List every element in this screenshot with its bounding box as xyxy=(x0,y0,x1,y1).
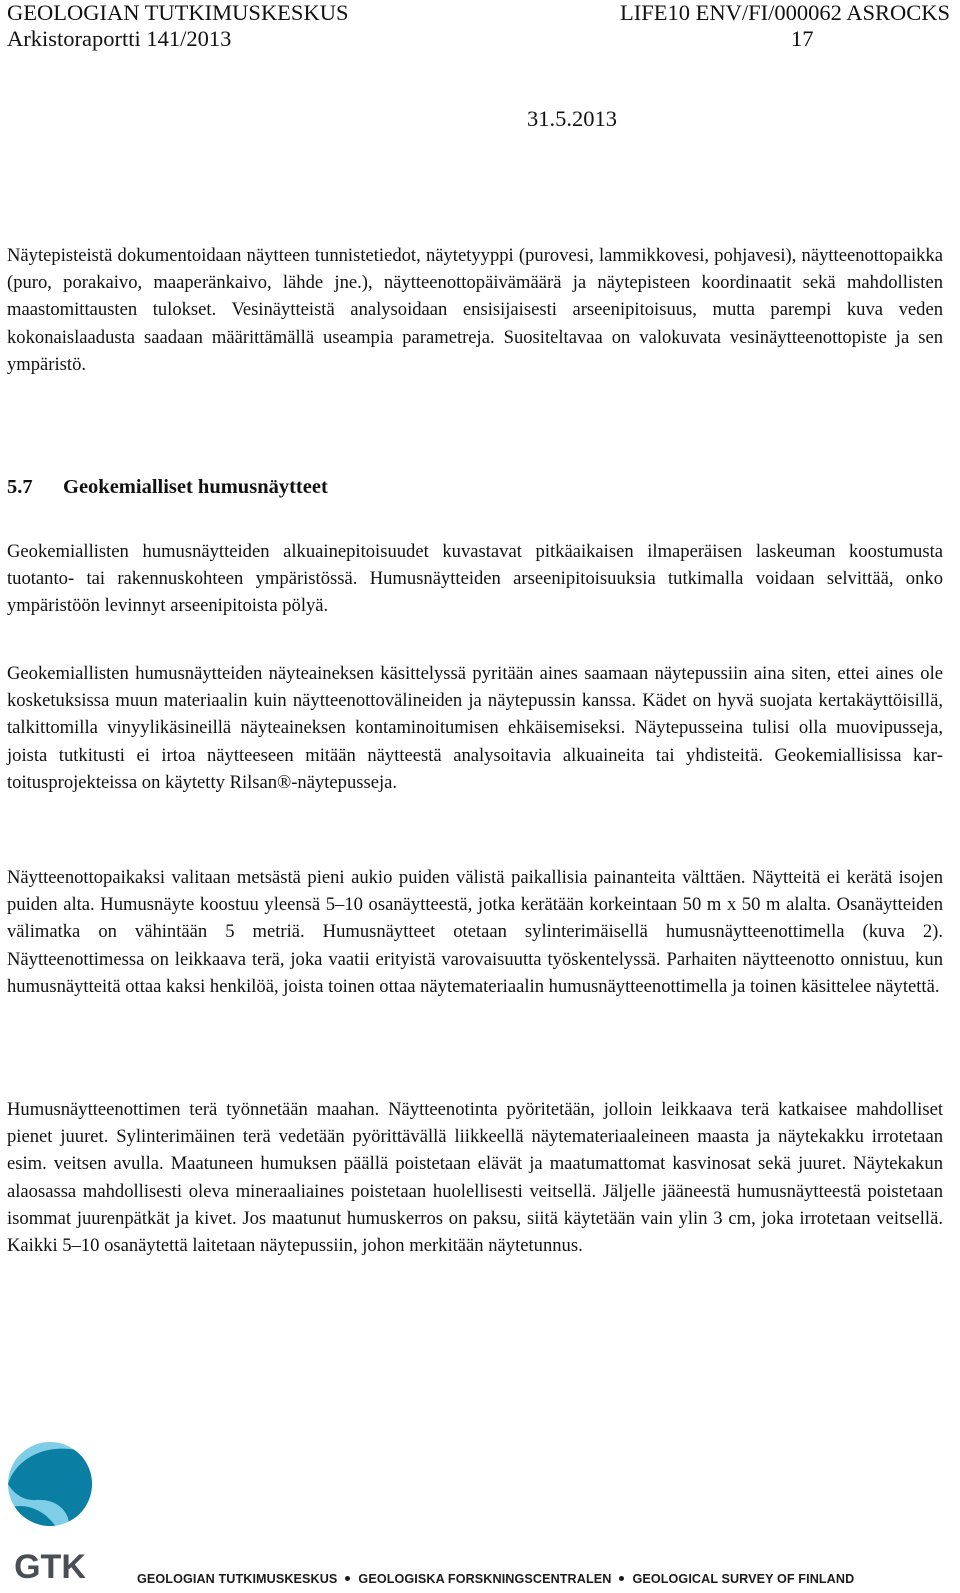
section-paragraph-3-block xyxy=(7,864,943,1000)
section-paragraph-4-block xyxy=(7,1096,943,1259)
intro-paragraph: Näytepisteistä dokumentoidaan näytteen tunnistetiedot, näytetyyppi (purovesi, lammikkovesi, pohjavesi), näytteenottopaikka (puro, porakaivo, maaperänkaivo, lähde jne.), näytteenottopäivämäärä ja näytepisteen koordinaatit sekä mahdollisten maastomittausten tulokset. Vesinäytteistä analysoidaan ensisijaisesti arseenipitoisuus, mutta parempi kuva veden kokonaislaadusta saadaan määrittämällä useampia parametreja. Suositeltavaa on valokuvata vesinäytteenottopiste ja sen ympäristö. xyxy=(7,245,943,375)
footer-org-fi: GEOLOGIAN TUTKIMUSKESKUS xyxy=(137,1572,338,1586)
bullet-icon xyxy=(619,1576,624,1581)
header-project: LIFE10 ENV/FI/000062 ASROCKS xyxy=(619,0,950,25)
header-date: 31.5.2013 xyxy=(527,106,617,131)
section-paragraph-2: Geokemiallisten humusnäytteiden näyteaineksen käsittelyssä pyritään aines saamaan näytepussiin aina siten, ettei aines ole kosketuksissa muun materiaalin kuin näytteenottovälineiden ja näytepussin kanssa. Kädet on hyvä suojata kertakäyttöisillä, talkittomilla vinyylikäsineillä näyteaineksen kontaminoitumisen ehkäisemiseksi. Näytepusseina tulisi olla muovipusseja, joista tutkitusti ei irtoa näytteeseen mitään näytteestä analysoitavia alkuaineita tai yhdisteitä. Geokemiallisissa kartoitusprojekteissa on käytetty Rilsan®-näytepusseja. xyxy=(7,663,943,793)
section-paragraph-4: Humusnäytteenottimen terä työnnetään maahan. Näytteenotinta pyöritetään, jolloin leikkaava terä katkaisee mahdolliset pienet juuret. Sylinterimäinen terä vedetään pyörittävällä liikkeellä näytemateriaaleineen maasta ja näytekakku irrotetaan esim. veitsen avulla. Maatuneen humuksen päällä poistetaan elävät ja maatumattomat kasvinosat sekä juuret. Näytekakun alaosassa mahdollisesti oleva mineraaliaines poistetaan huolellisesti veitsellä. Jäljelle jääneestä humusnäytteestä poistetaan isommat juurenpätkät ja kivet. Jos maatunut humuskerros on paksu, siitä käytetään vain ylin 3 cm, joka irrotetaan veitsellä. Kaikki 5–10 osanäytettä laitetaan näytepussiin, johon merkitään näytetunnus. xyxy=(7,1099,943,1257)
page-number: 17 xyxy=(791,26,814,51)
section-paragraph-3: Näytteenottopaikaksi valitaan metsästä pieni aukio puiden välistä paikallisia painanteita välttäen. Näytteitä ei kerätä isojen puiden alta. Humusnäyte koostuu yleensä 5–10 osanäytteestä, jotka kerätään korkeintaan 50 m x 50 m alalta. Osanäytteiden välimatka on vähintään 5 metriä. Humusnäytteet otetaan sylinterimäisellä humusnäytteenottimella (kuva 2). Näytteenottimessa on leikkaava terä, joka vaatii erityistä varovaisuutta työskentelyssä. Parhaiten näytteenotto onnistuu, kun humusnäytteitä ottaa kaksi henkilöä, joista toinen ottaa näytemateriaalin humusnäytteenottimella ja toinen käsittelee näytettä. xyxy=(7,867,943,997)
intro-text xyxy=(7,242,943,378)
section-paragraph-2-block xyxy=(7,660,943,796)
bullet-icon xyxy=(345,1576,350,1581)
section-paragraph-1-block xyxy=(7,538,943,620)
footer-org-sv: GEOLOGISKA FORSKNINGSCENTRALEN xyxy=(358,1572,612,1586)
header-report: Arkistoraportti 141/2013 xyxy=(7,26,232,51)
section-heading xyxy=(7,474,328,500)
section-number: 5.7 xyxy=(7,476,33,498)
section-paragraph-1: Geokemiallisten humusnäytteiden alkuainepitoisuudet kuvastavat pitkäaikaisen ilmaperäisen laskeuman koostumusta tuotanto- tai rakennuskohteen ympäristössä. Humusnäytteiden arseenipitoisuuksia tutkimalla voidaan selvittää, onko ympäristöön levinnyt arseenipitoista pölyä. xyxy=(7,541,943,617)
gtk-logo xyxy=(6,1438,94,1588)
header-org: GEOLOGIAN TUTKIMUSKESKUS xyxy=(7,0,349,25)
section-title: Geokemialliset humusnäytteet xyxy=(63,476,328,498)
logo-text: GTK xyxy=(14,1548,86,1586)
footer-org-line xyxy=(137,1571,943,1587)
footer-org-en: GEOLOGICAL SURVEY OF FINLAND xyxy=(632,1572,855,1586)
